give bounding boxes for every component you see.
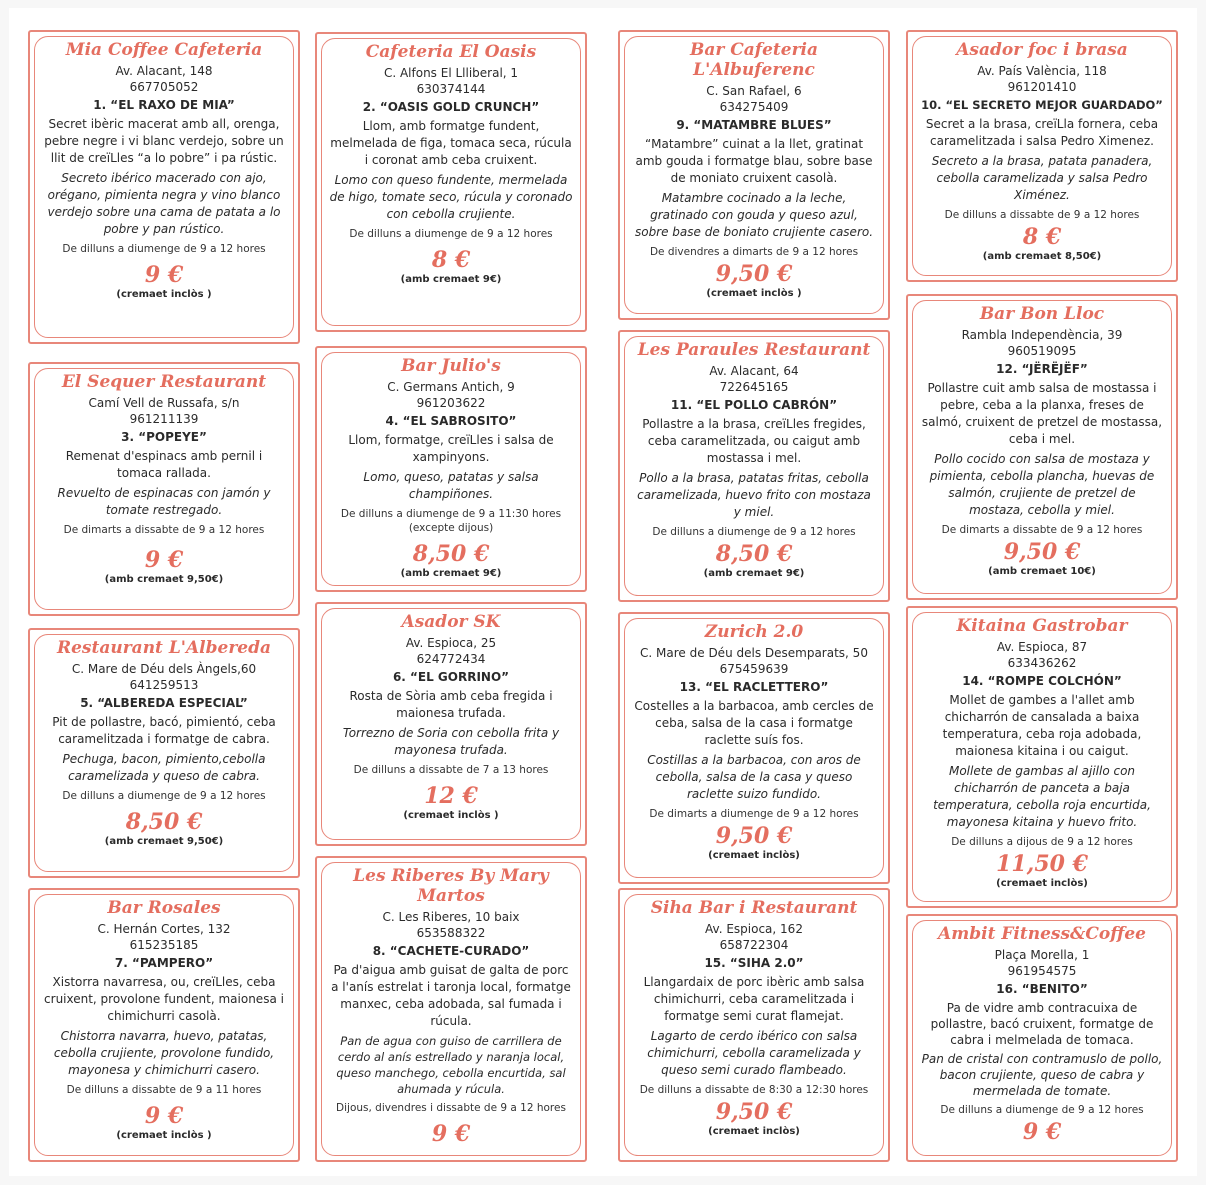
restaurant-address: C. Les Riberes, 10 baix — [382, 910, 520, 924]
restaurant-phone: 722645165 — [719, 380, 789, 394]
dish-description: Secret ibèric macerat amb all, orenga, pebre negre i vi blanc verdejo, sobre un llit de creïLles “a lo pobre” i pa rústic. — [44, 117, 284, 165]
price: 9 € — [144, 1103, 184, 1129]
price: 9 € — [144, 547, 184, 573]
restaurant-name: Siha Bar i Restaurant — [650, 898, 858, 918]
dish-description-es: Pan de cristal con contramuslo de pollo, bacon crujiente, queso de cabra y mermelada de tomate. — [921, 1052, 1163, 1098]
dish-title: 16. “BENITO” — [996, 982, 1088, 996]
price: 12 € — [424, 783, 478, 809]
restaurant-name: Asador foc i brasa — [956, 40, 1128, 60]
dish-description-es: Secreto a la brasa, patata panadera, cebolla caramelizada y salsa Pedro Ximénez. — [931, 154, 1153, 202]
restaurant-address: Av. País València, 118 — [977, 64, 1107, 78]
dish-title: 1. “EL RAXO DE MIA” — [93, 98, 235, 112]
dish-description: Pollastre a la brasa, creïLles fregides, ceba caramelitzada, ou caigut amb mostassa i mel. — [642, 417, 866, 465]
restaurant-card — [315, 856, 587, 1162]
restaurant-name: Bar Rosales — [107, 898, 221, 918]
dish-description-es: Matambre cocinado a la leche, gratinado con gouda y queso azul, sobre base de boniato crujiente casero. — [634, 191, 874, 239]
restaurant-phone: 961954575 — [1007, 964, 1077, 978]
dish-description-es: Costillas a la barbacoa, con aros de cebolla, salsa de la casa y queso raclette suizo fundido. — [647, 753, 861, 801]
restaurant-address: C. Hernán Cortes, 132 — [97, 922, 231, 936]
dish-description: Pa de vidre amb contracuixa de pollastre, bacó cruixent, formatge de cabra i melmelada de tomaca. — [930, 1001, 1154, 1047]
menu-page — [9, 8, 1197, 1176]
restaurant-card — [28, 362, 300, 616]
opening-hours: De dilluns a dijous de 9 a 12 hores — [951, 836, 1133, 848]
opening-hours: De dilluns a dissabte de 9 a 12 hores — [944, 209, 1140, 221]
restaurant-card — [28, 30, 300, 344]
dish-description-es: Mollete de gambas al ajillo con chicharrón de panceta a baja temperatura, cebolla roja encurtida, mayonesa kitaina y huevo frito. — [933, 764, 1151, 829]
restaurant-address: C. San Rafael, 6 — [706, 84, 802, 98]
restaurant-card — [906, 30, 1178, 282]
price-note: (cremaet inclòs ) — [706, 288, 802, 299]
price-note: (cremaet inclòs) — [708, 1126, 800, 1137]
dish-description: Remenat d'espinacs amb pernil i tomaca rallada. — [65, 449, 263, 480]
opening-hours: De dilluns a dissabte de 7 a 13 hores — [353, 764, 549, 776]
dish-title: 9. “MATAMBRE BLUES” — [676, 118, 832, 132]
opening-hours: De divendres a dimarts de 9 a 12 hores — [649, 246, 859, 258]
dish-description-es: Pollo cocido con salsa de mostaza y pimienta, cebolla plancha, huevas de salmón, crujiente de pretzel de mostaza, cebolla y miel. — [929, 452, 1155, 517]
opening-hours: De dimarts a dissabte de 9 a 12 hores — [941, 524, 1143, 536]
dish-description: Pa d'aigua amb guisat de galta de porc a l'anís estrelat i taronja local, formatge manxec, ceba adobada, sal fumada i rúcula. — [331, 963, 571, 1028]
opening-hours: De dilluns a dissabte de 8:30 a 12:30 hores — [639, 1084, 869, 1096]
restaurant-address: C. Germans Antich, 9 — [387, 380, 515, 394]
restaurant-name: Kitaina Gastrobar — [956, 616, 1128, 636]
restaurant-address: Av. Espioca, 25 — [405, 636, 497, 650]
dish-title: 15. “SIHA 2.0” — [704, 956, 804, 970]
price: 9 € — [1022, 1119, 1062, 1145]
price-note: (cremaet inclòs ) — [116, 1130, 212, 1141]
dish-title: 11. “EL POLLO CABRÓN” — [670, 398, 838, 412]
dish-title: 3. “POPEYE” — [121, 430, 207, 444]
dish-title: 14. “ROMPE COLCHÓN” — [962, 674, 1122, 688]
price: 11,50 € — [996, 851, 1088, 877]
dish-description: Llom, amb formatge fundent, melmelada de figa, tomaca seca, rúcula i coronat amb ceba cruixent. — [330, 119, 572, 167]
dish-title: 13. “EL RACLETTERO” — [679, 680, 829, 694]
restaurant-card — [315, 32, 587, 332]
restaurant-card — [618, 888, 890, 1162]
dish-description: “Matambre” cuinat a la llet, gratinat amb gouda i formatge blau, sobre base de moniato cruixent casolà. — [635, 137, 873, 185]
price: 8,50 € — [125, 809, 203, 835]
price: 8 € — [431, 247, 471, 273]
restaurant-name: Mia Coffee Cafeteria — [65, 40, 263, 60]
restaurant-card — [28, 888, 300, 1162]
price: 9,50 € — [715, 261, 793, 287]
restaurant-phone: 658722304 — [719, 938, 789, 952]
dish-description-es: Torrezno de Soria con cebolla frita y mayonesa trufada. — [342, 726, 560, 757]
restaurant-phone: 634275409 — [719, 100, 789, 114]
dish-description-es: Revuelto de espinacas con jamón y tomate restregado. — [57, 486, 271, 517]
price: 9 € — [431, 1121, 471, 1147]
opening-hours: Dijous, divendres i dissabte de 9 a 12 hores — [336, 1102, 566, 1114]
price-note: (amb cremaet 8,50€) — [982, 251, 1102, 262]
dish-description-es: Lagarto de cerdo ibérico con salsa chimichurri, cebolla caramelizada y queso semi curado flambeado. — [647, 1029, 861, 1077]
dish-description: Rosta de Sòria amb ceba fregida i maionesa trufada. — [349, 689, 553, 720]
restaurant-name: Bar Bon Lloc — [979, 304, 1105, 324]
dish-description: Llangardaix de porc ibèric amb salsa chimichurri, ceba caramelitzada i formatge semi curat flamejat. — [643, 975, 865, 1023]
restaurant-phone: 667705052 — [129, 80, 199, 94]
opening-hours: De dimarts a dissabte de 9 a 12 hores — [63, 524, 265, 536]
restaurant-phone: 961203622 — [416, 396, 486, 410]
restaurant-phone: 615235185 — [129, 938, 199, 952]
restaurant-phone: 633436262 — [1007, 656, 1077, 670]
opening-hours: De dilluns a diumenge de 9 a 12 hores — [940, 1104, 1144, 1116]
restaurant-phone: 641259513 — [129, 678, 199, 692]
restaurant-name: Cafeteria El Oasis — [365, 42, 537, 62]
restaurant-card — [315, 602, 587, 846]
price-note: (cremaet inclòs) — [708, 850, 800, 861]
restaurant-card — [906, 606, 1178, 908]
restaurant-address: Av. Alacant, 64 — [709, 364, 799, 378]
restaurant-name: Asador SK — [401, 612, 501, 632]
restaurant-phone: 624772434 — [416, 652, 486, 666]
price: 9 € — [144, 262, 184, 288]
restaurant-name: Zurich 2.0 — [704, 622, 804, 642]
restaurant-phone: 961211139 — [129, 412, 199, 426]
restaurant-address: Av. Espioca, 162 — [705, 922, 803, 936]
price-note: (amb cremaet 9,50€) — [104, 836, 224, 847]
dish-description-es: Pollo a la brasa, patatas fritas, cebolla caramelizada, huevo frito con mostaza y miel. — [637, 471, 871, 519]
restaurant-address: Camí Vell de Russafa, s/n — [88, 396, 240, 410]
restaurant-address: C. Mare de Déu dels Àngels,60 — [71, 662, 257, 676]
restaurant-name: Les Paraules Restaurant — [637, 340, 871, 360]
restaurant-card — [618, 30, 890, 320]
restaurant-name: Bar Julio's — [401, 356, 501, 376]
price-note: (cremaet inclòs ) — [403, 810, 499, 821]
dish-title: 10. “EL SECRETO MEJOR GUARDADO” — [921, 98, 1163, 112]
restaurant-card — [906, 294, 1178, 600]
dish-description-es: Lomo, queso, patatas y salsa champiñones. — [363, 470, 539, 501]
dish-description: Xistorra navarresa, ou, creïLles, ceba cruixent, provolone fundent, maionesa i chimichurri casolà. — [44, 975, 284, 1023]
dish-title: 12. “JËRËJËF” — [996, 362, 1088, 376]
restaurant-name: Bar Cafeteria L'Albuferenc — [689, 40, 819, 80]
restaurant-address: Plaça Morella, 1 — [994, 948, 1090, 962]
restaurant-address: C. Mare de Déu dels Desemparats, 50 — [640, 646, 868, 660]
restaurant-address: Av. Espioca, 87 — [996, 640, 1088, 654]
opening-hours: De dilluns a diumenge de 9 a 12 hores — [62, 790, 266, 802]
dish-title: 8. “CACHETE-CURADO” — [372, 944, 530, 958]
restaurant-name: Ambit Fitness&Coffee — [938, 924, 1146, 944]
dish-title: 2. “OASIS GOLD CRUNCH” — [362, 100, 540, 114]
restaurant-phone: 653588322 — [416, 926, 486, 940]
dish-title: 4. “EL SABROSITO” — [385, 414, 517, 428]
restaurant-address: Av. Alacant, 148 — [115, 64, 213, 78]
dish-description: Costelles a la barbacoa, amb cercles de ceba, salsa de la casa i formatge raclette suís fos. — [634, 699, 874, 747]
restaurant-name: El Sequer Restaurant — [61, 372, 267, 392]
restaurant-phone: 630374144 — [416, 82, 486, 96]
restaurant-phone: 960519095 — [1007, 344, 1077, 358]
restaurant-phone: 675459639 — [719, 662, 789, 676]
restaurant-card — [618, 330, 890, 602]
opening-hours: De dilluns a diumenge de 9 a 11:30 hores (excepte dijous) — [340, 508, 562, 534]
dish-description-es: Pan de agua con guiso de carrillera de cerdo al anís estrellado y naranja local, queso manchego, cebolla encurtida, sal ahumada y rúcula. — [336, 1034, 566, 1096]
restaurant-address: C. Alfons El Llliberal, 1 — [383, 66, 519, 80]
price-note: (amb cremaet 9€) — [400, 568, 502, 579]
price: 9,50 € — [715, 1099, 793, 1125]
dish-description: Secret a la brasa, creïLla fornera, ceba caramelitzada i salsa Pedro Ximenez. — [925, 117, 1159, 148]
restaurant-card — [28, 628, 300, 878]
restaurant-address: Rambla Independència, 39 — [961, 328, 1123, 342]
opening-hours: De dilluns a diumenge de 9 a 12 hores — [62, 243, 266, 255]
price: 9,50 € — [715, 823, 793, 849]
dish-description: Llom, formatge, creïLles i salsa de xampinyons. — [348, 433, 554, 464]
restaurant-card — [618, 612, 890, 884]
dish-title: 6. “EL GORRINO” — [392, 670, 510, 684]
price-note: (amb cremaet 10€) — [988, 566, 1096, 577]
dish-description-es: Chistorra navarra, huevo, patatas, cebolla crujiente, provolone fundido, mayonesa y chimichurri casero. — [53, 1029, 275, 1077]
dish-description: Mollet de gambes a l'allet amb chicharrón de cansalada a baixa temperatura, ceba roja adobada, maionesa kitaina i ou caigut. — [942, 693, 1142, 758]
dish-description: Pit de pollastre, bacó, pimientó, ceba caramelitzada i formatge de cabra. — [52, 715, 276, 746]
price: 8,50 € — [715, 541, 793, 567]
dish-description-es: Lomo con queso fundente, mermelada de higo, tomate seco, rúcula y coronado con cebolla crujiente. — [329, 173, 573, 221]
opening-hours: De dimarts a diumenge de 9 a 12 hores — [649, 808, 859, 820]
price: 8,50 € — [412, 541, 490, 567]
dish-title: 5. “ALBEREDA ESPECIAL” — [80, 696, 248, 710]
price-note: (cremaet inclòs ) — [116, 289, 212, 300]
price-note: (amb cremaet 9,50€) — [104, 574, 224, 585]
opening-hours: De dilluns a dissabte de 9 a 11 hores — [66, 1084, 262, 1096]
opening-hours: De dilluns a diumenge de 9 a 12 hores — [349, 228, 553, 240]
restaurant-phone: 961201410 — [1007, 80, 1077, 94]
dish-description: Pollastre cuit amb salsa de mostassa i pebre, ceba a la planxa, freses de salmó, cruixent de pretzel de mostassa, ceba i mel. — [921, 381, 1163, 446]
opening-hours: De dilluns a diumenge de 9 a 12 hores — [652, 526, 856, 538]
price-note: (amb cremaet 9€) — [703, 568, 805, 579]
price: 9,50 € — [1003, 539, 1081, 565]
price-note: (amb cremaet 9€) — [400, 274, 502, 285]
dish-description-es: Secreto ibérico macerado con ajo, orégano, pimienta negra y vino blanco verdejo sobre una cama de patata a lo pobre y pan rústico. — [47, 171, 281, 236]
restaurant-card — [906, 914, 1178, 1162]
restaurant-name: Les Riberes By Mary Martos — [353, 866, 549, 906]
price: 8 € — [1022, 224, 1062, 250]
restaurant-name: Restaurant L'Albereda — [56, 638, 272, 658]
dish-title: 7. “PAMPERO” — [114, 956, 214, 970]
price-note: (cremaet inclòs) — [996, 878, 1088, 889]
dish-description-es: Pechuga, bacon, pimiento,cebolla caramelizada y queso de cabra. — [62, 752, 266, 783]
restaurant-card — [315, 346, 587, 592]
